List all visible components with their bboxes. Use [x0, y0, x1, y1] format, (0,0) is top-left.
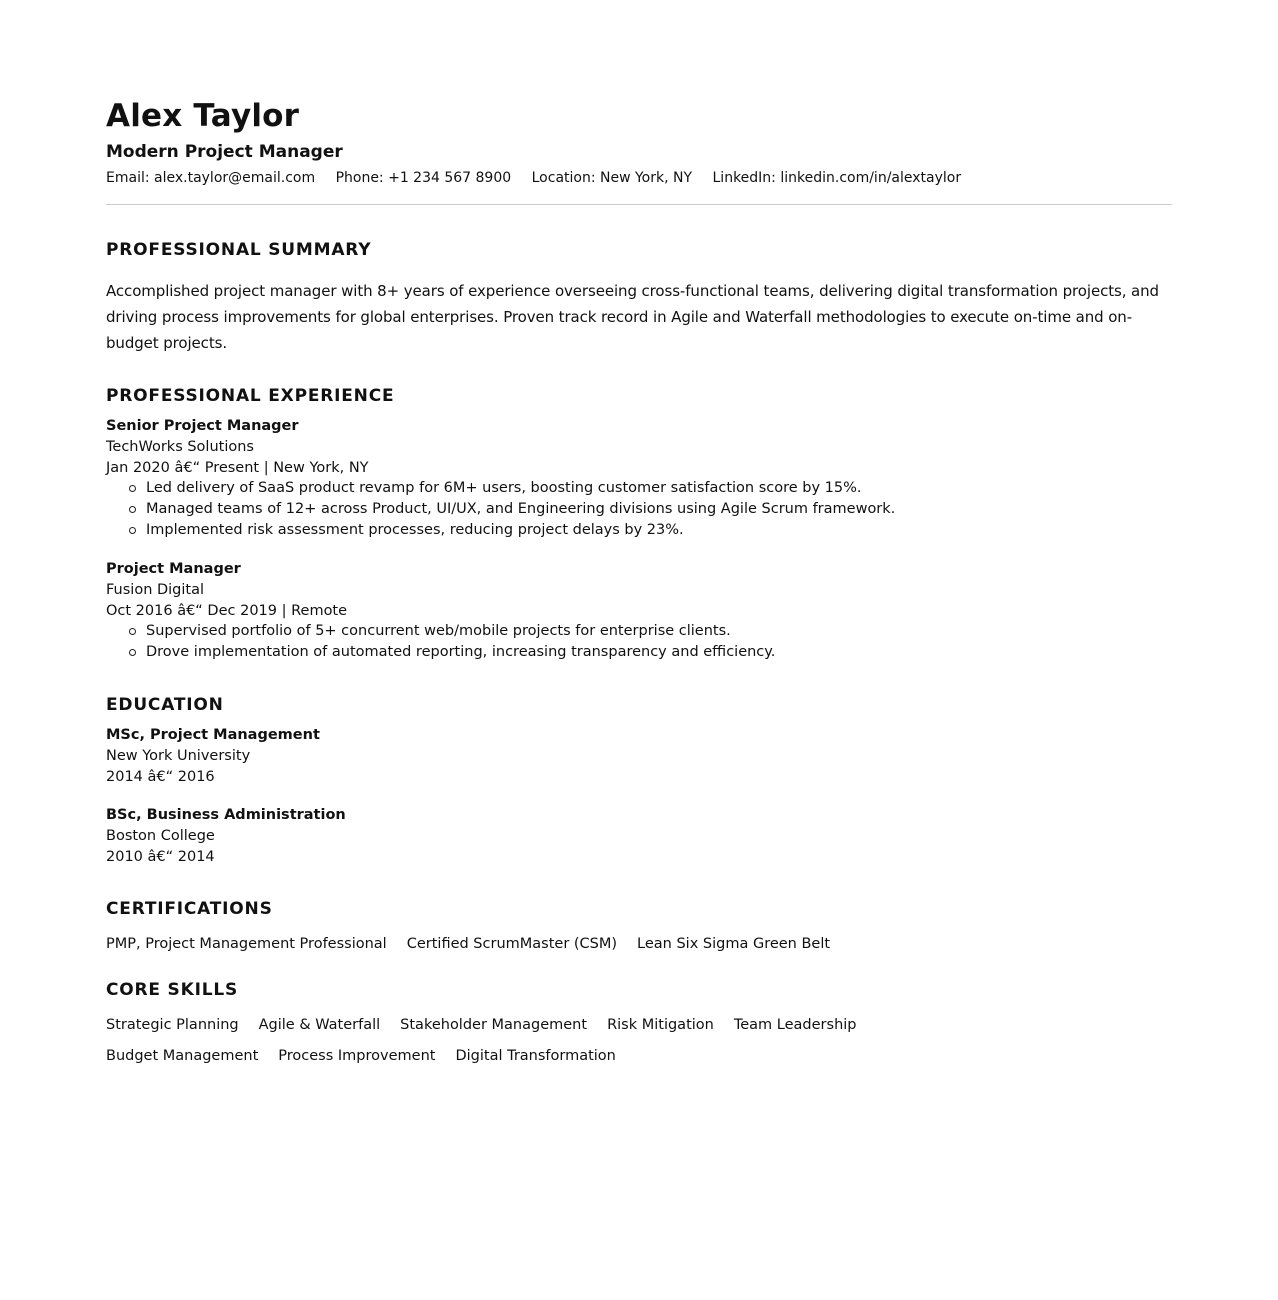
education-school: Boston College — [106, 828, 215, 844]
candidate-role: Modern Project Manager — [106, 142, 343, 162]
education-degree: MSc, Project Management — [106, 727, 320, 743]
job-bullets — [106, 478, 1172, 541]
education-entry — [106, 725, 1172, 787]
summary-heading: PROFESSIONAL SUMMARY — [106, 240, 372, 260]
contact-location: Location: New York, NY — [531, 170, 693, 186]
job-bullet: Managed teams of 12+ across Product, UI/UX, and Engineering divisions using Agile Scrum framework. — [128, 499, 1172, 520]
job-bullet: Led delivery of SaaS product revamp for 6M+ users, boosting customer satisfaction score by 15%. — [128, 478, 1172, 499]
job-entry — [106, 416, 1172, 541]
summary-section — [106, 238, 1172, 356]
job-bullet: Drove implementation of automated reporting, increasing transparency and efficiency. — [128, 642, 1172, 663]
education-school: New York University — [106, 748, 251, 764]
job-bullet: Implemented risk assessment processes, reducing project delays by 23%. — [128, 520, 1172, 541]
job-company: TechWorks Solutions — [106, 439, 254, 455]
candidate-name: Alex Taylor — [106, 98, 300, 134]
skills-heading: CORE SKILLS — [106, 980, 239, 1000]
job-bullets — [106, 621, 1172, 663]
job-title: Senior Project Manager — [106, 418, 299, 434]
skill-item: Digital Transformation — [455, 1048, 616, 1064]
experience-section — [106, 384, 1172, 663]
education-heading: EDUCATION — [106, 695, 224, 715]
skill-item: Agile & Waterfall — [258, 1017, 381, 1033]
experience-heading: PROFESSIONAL EXPERIENCE — [106, 386, 395, 406]
skills-section — [106, 978, 1172, 1072]
resume-page — [106, 96, 1172, 1072]
skill-item: Budget Management — [106, 1048, 259, 1064]
education-years: 2010 â€“ 2014 — [106, 848, 215, 865]
contact-linkedin: LinkedIn: linkedin.com/in/alextaylor — [712, 170, 962, 186]
certification-item: PMP, Project Management Professional — [106, 936, 387, 952]
contact-phone: Phone: +1 234 567 8900 — [335, 170, 512, 186]
skill-item: Stakeholder Management — [400, 1017, 588, 1033]
certifications-heading: CERTIFICATIONS — [106, 899, 273, 919]
job-company: Fusion Digital — [106, 582, 205, 598]
certification-item: Certified ScrumMaster (CSM) — [406, 936, 618, 952]
summary-text: Accomplished project manager with 8+ years of experience overseeing cross-functional teams, delivering digital transformation projects, and driving process improvements for global enterprises. Proven track record in Agile and Waterfall methodologies to execute on-time and on-budget projects. — [106, 282, 1159, 352]
education-degree: BSc, Business Administration — [106, 807, 346, 823]
skill-item: Risk Mitigation — [607, 1017, 714, 1033]
resume-header — [106, 96, 1172, 205]
education-entry — [106, 805, 1172, 867]
certification-item: Lean Six Sigma Green Belt — [637, 936, 831, 952]
job-dates-location: Jan 2020 â€“ Present | New York, NY — [106, 459, 369, 476]
skill-item: Team Leadership — [733, 1017, 857, 1033]
skill-item: Strategic Planning — [106, 1017, 239, 1033]
certifications-list — [106, 929, 1172, 960]
education-years: 2014 â€“ 2016 — [106, 768, 215, 785]
certifications-section — [106, 897, 1172, 960]
contact-line — [106, 168, 1172, 188]
contact-email: Email: alex.taylor@email.com — [106, 170, 316, 186]
job-title: Project Manager — [106, 561, 241, 577]
job-entry — [106, 559, 1172, 663]
header-divider — [106, 204, 1172, 205]
skill-item: Process Improvement — [278, 1048, 436, 1064]
job-dates-location: Oct 2016 â€“ Dec 2019 | Remote — [106, 602, 348, 619]
skills-list — [106, 1010, 1046, 1072]
job-bullet: Supervised portfolio of 5+ concurrent web/mobile projects for enterprise clients. — [128, 621, 1172, 642]
education-section — [106, 693, 1172, 867]
